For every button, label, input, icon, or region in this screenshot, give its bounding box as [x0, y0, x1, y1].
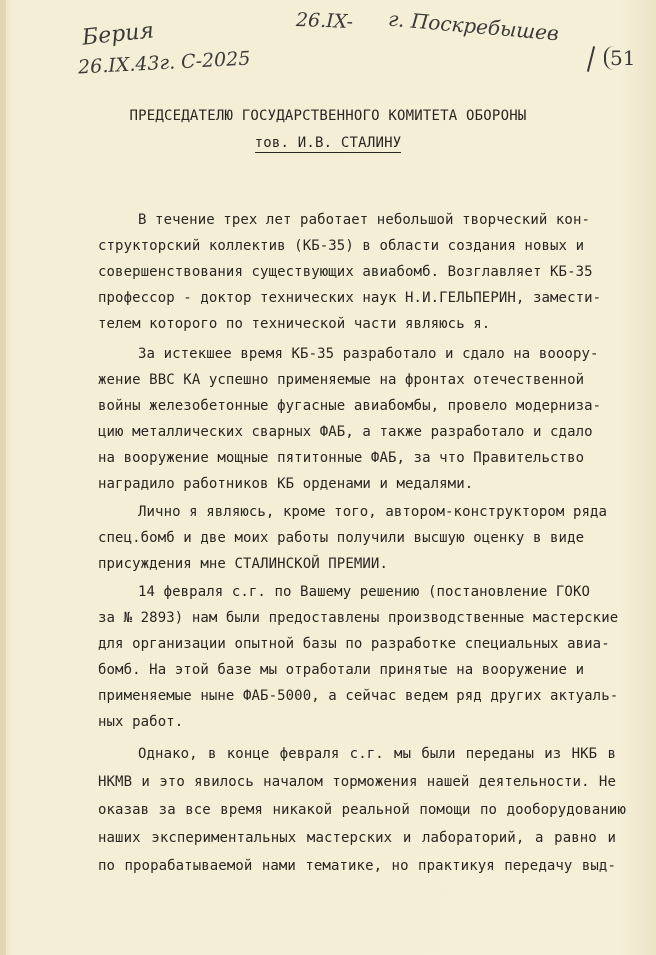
body-line: ных работ. [98, 714, 184, 730]
body-line: за № 2893) нам были предоставлены производственные мастерские [98, 610, 619, 626]
body-line: бомб. На этой базе мы отработали принятые на вооружение и [98, 662, 585, 678]
page-number: 51 [604, 46, 635, 70]
body-line: совершенствования существующих авиабомб. Возглавляет КБ-35 [98, 264, 593, 280]
body-line: За истекшее время КБ-35 разработало и сдало на вооору- [138, 346, 599, 362]
body-line: наших экспериментальных мастерских и лабораторий, а равно и [98, 830, 616, 846]
body-line: оказав за все время никакой реальной помощи по дооборудованию [98, 802, 626, 818]
addressee-name-text: тов. И.В. СТАЛИНУ [254, 135, 402, 151]
body-line: структорский коллектив (КБ-35) в области создания новых и [98, 238, 585, 254]
body-line: по прорабатываемой нами тематике, но практикуя передачу выд- [98, 858, 616, 874]
body-line: В течение трех лет работает небольшой творческий кон- [138, 212, 591, 228]
body-line: Лично я являюсь, кроме того, автором-конструктором ряда [138, 504, 608, 520]
body-line: 14 февраля с.г. по Вашему решению (постановление ГОКО [138, 584, 591, 600]
handwritten-name: Берия [80, 18, 156, 51]
body-line: телем которого по технической части являюсь я. [98, 316, 491, 332]
body-line: наградило работников КБ орденами и медалями. [98, 476, 474, 492]
body-line: Однако, в конце февраля с.г. мы были переданы из НКБ в [138, 746, 616, 762]
body-line: применяемые ныне ФАБ-5000, а сейчас ведем ряд других актуаль- [98, 688, 619, 704]
body-line: войны железобетонные фугасные авиабомбы, провело модерниза- [98, 398, 602, 414]
body-line: жение ВВС КА успешно применяемые на фронтах отечественной [98, 372, 585, 388]
handwritten-reference: 26.IX.43г. С-2025 [77, 47, 251, 79]
body-line: цию металлических сварных ФАБ, а также разработало и сдало [98, 424, 593, 440]
body-line: для организации опытной базы по разработке специальных авиа- [98, 636, 610, 652]
body-line: НКМВ и это явилось началом торможения нашей деятельности. Не [98, 774, 616, 790]
handwritten-date: 26.IX- [295, 9, 354, 33]
body-line: профессор - доктор технических наук Н.И.ГЕЛЬПЕРИН, замести- [98, 290, 602, 306]
addressee-name [0, 135, 656, 151]
body-line: присуждения мне СТАЛИНСКОЙ ПРЕМИИ. [98, 556, 388, 572]
body-line: на вооружение мощные пятитонные ФАБ, за что Правительство [98, 450, 585, 466]
body-line: спец.бомб и две моих работы получили высшую оценку в виде [98, 530, 585, 546]
addressee-title: ПРЕДСЕДАТЕЛЮ ГОСУДАРСТВЕННОГО КОМИТЕТА ОБОРОНЫ [129, 108, 527, 124]
handwritten-mark: г. Поскребышев [387, 6, 560, 46]
